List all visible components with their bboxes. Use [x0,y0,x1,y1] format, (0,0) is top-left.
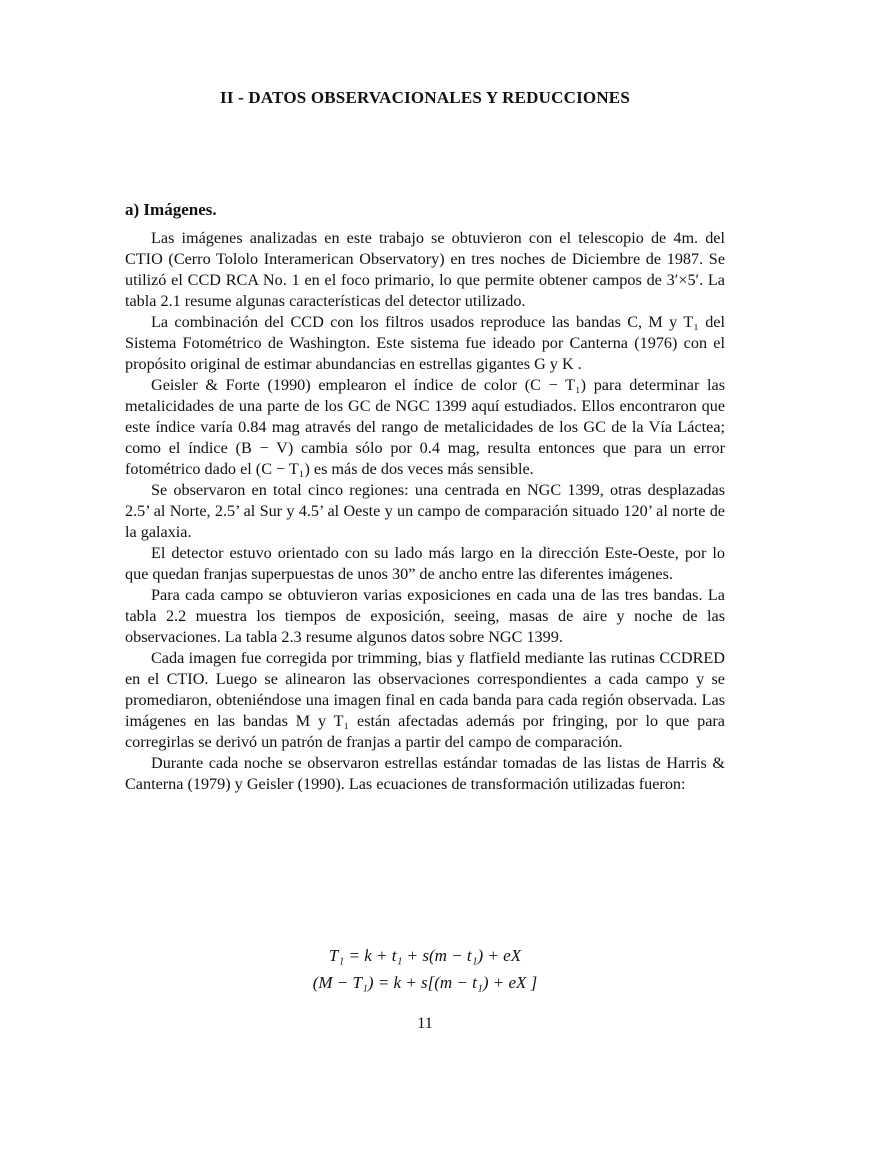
chapter-title: II - DATOS OBSERVACIONALES Y REDUCCIONES [220,88,630,107]
equation-m-minus-t1: (M − T₁) = k + s[(m − t₁) + eX ] [312,973,538,992]
paragraph: El detector estuvo orientado con su lado más largo en la dirección Este-Oeste, por lo que quedan franjas superpuestas de unos 30” de ancho entre las diferentes imágenes. [125,544,725,583]
paragraph: Para cada campo se obtuvieron varias exposiciones en cada una de las tres bandas. La tabla 2.2 muestra los tiempos de exposición, seeing, masas de aire y noche de las observaciones. La tabla 2.3 resume algunos datos sobre NGC 1399. [125,586,725,646]
section-heading: a) Imágenes. [125,200,217,219]
paragraph: Las imágenes analizadas en este trabajo se obtuvieron con el telescopio de 4m. del CTIO (Cerro Tololo Interamerican Observatory) en tres noches de Diciembre de 1987. Se utilizó el CCD RCA No. 1 en el foco primario, lo que permite obtener campos de 3′×5′. La tabla 2.1 resume algunas características del detector utilizado. [125,229,725,310]
equation-t1: T₁ = k + t₁ + s(m − t₁) + eX [328,946,522,965]
page-number: 11 [417,1015,433,1032]
paragraph: Se observaron en total cinco regiones: una centrada en NGC 1399, otras desplazadas 2.5’ al Norte, 2.5’ al Sur y 4.5’ al Oeste y un campo de comparación situado 120’ al norte de la galaxia. [125,481,725,541]
equation-block [125,942,725,996]
paragraph: Cada imagen fue corregida por trimming, bias y flatfield mediante las rutinas CCDRED en el CTIO. Luego se alinearon las observaciones correspondientes a cada campo y se promediaron, obteniéndose una imagen final en cada banda para cada región observada. Las imágenes en las bandas M y T₁ están afectadas además por fringing, por lo que para corregirlas se derivó un patrón de franjas a partir del campo de comparación. [125,649,725,751]
paragraph: La combinación del CCD con los filtros usados reproduce las bandas C, M y T₁ del Sistema Fotométrico de Washington. Este sistema fue ideado por Canterna (1976) con el propósito original de estimar abundancias en estrellas gigantes G y K . [125,313,725,373]
body-text [125,228,725,795]
paragraph: Geisler & Forte (1990) emplearon el índice de color (C − T₁) para determinar las metalicidades de una parte de los GC de NGC 1399 aquí estudiados. Ellos encontraron que este índice varía 0.84 mag através del rango de metalicidades de los GC de la Vía Láctea; como el índice (B − V) cambia sólo por 0.4 mag, resulta entonces que para un error fotométrico dado el (C − T₁) es más de dos veces más sensible. [125,376,725,478]
paragraph: Durante cada noche se observaron estrellas estándar tomadas de las listas de Harris & Canterna (1979) y Geisler (1990). Las ecuaciones de transformación utilizadas fueron: [125,754,725,793]
